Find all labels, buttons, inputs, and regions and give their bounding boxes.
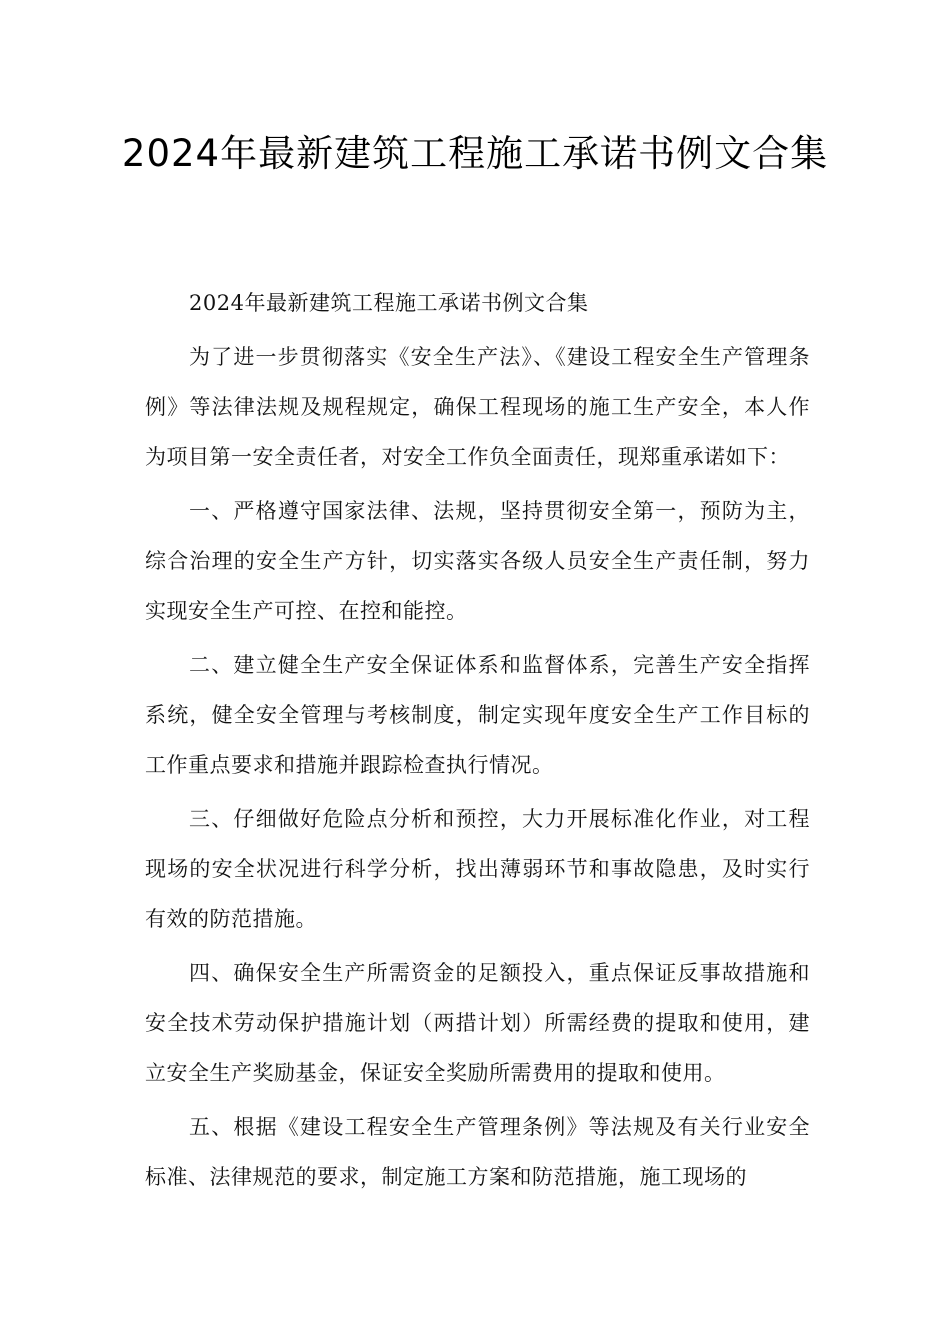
intro-paragraph: 为了进一步贯彻落实《安全生产法》、《建设工程安全生产管理条例》等法律法规及规程规定，确保工程现场的施工生产安全，本人作为项目第一安全责任者，对安全工作负全面责任，现郑重承诺如下：	[145, 345, 810, 469]
commitment-item-4: 四、确保安全生产所需资金的足额投入，重点保证反事故措施和安全技术劳动保护措施计划（两措计划）所需经费的提取和使用，建立安全生产奖励基金，保证安全奖励所需费用的提取和使用。	[145, 961, 810, 1085]
document-body	[145, 278, 810, 1202]
subtitle-paragraph: 2024年最新建筑工程施工承诺书例文合集	[189, 291, 589, 315]
commitment-item-2: 二、建立健全生产安全保证体系和监督体系，完善生产安全指挥系统，健全安全管理与考核制度，制定实现年度安全生产工作目标的工作重点要求和措施并跟踪检查执行情况。	[145, 653, 810, 777]
commitment-item-1: 一、严格遵守国家法律、法规，坚持贯彻安全第一，预防为主，综合治理的安全生产方针，切实落实各级人员安全生产责任制，努力实现安全生产可控、在控和能控。	[145, 499, 810, 623]
commitment-item-3: 三、仔细做好危险点分析和预控，大力开展标准化作业，对工程现场的安全状况进行科学分析，找出薄弱环节和事故隐患，及时实行有效的防范措施。	[145, 807, 810, 931]
commitment-item-5: 五、根据《建设工程安全生产管理条例》等法规及有关行业安全标准、法律规范的要求，制定施工方案和防范措施，施工现场的	[145, 1115, 810, 1189]
document-title: 2024年最新建筑工程施工承诺书例文合集	[121, 132, 829, 175]
